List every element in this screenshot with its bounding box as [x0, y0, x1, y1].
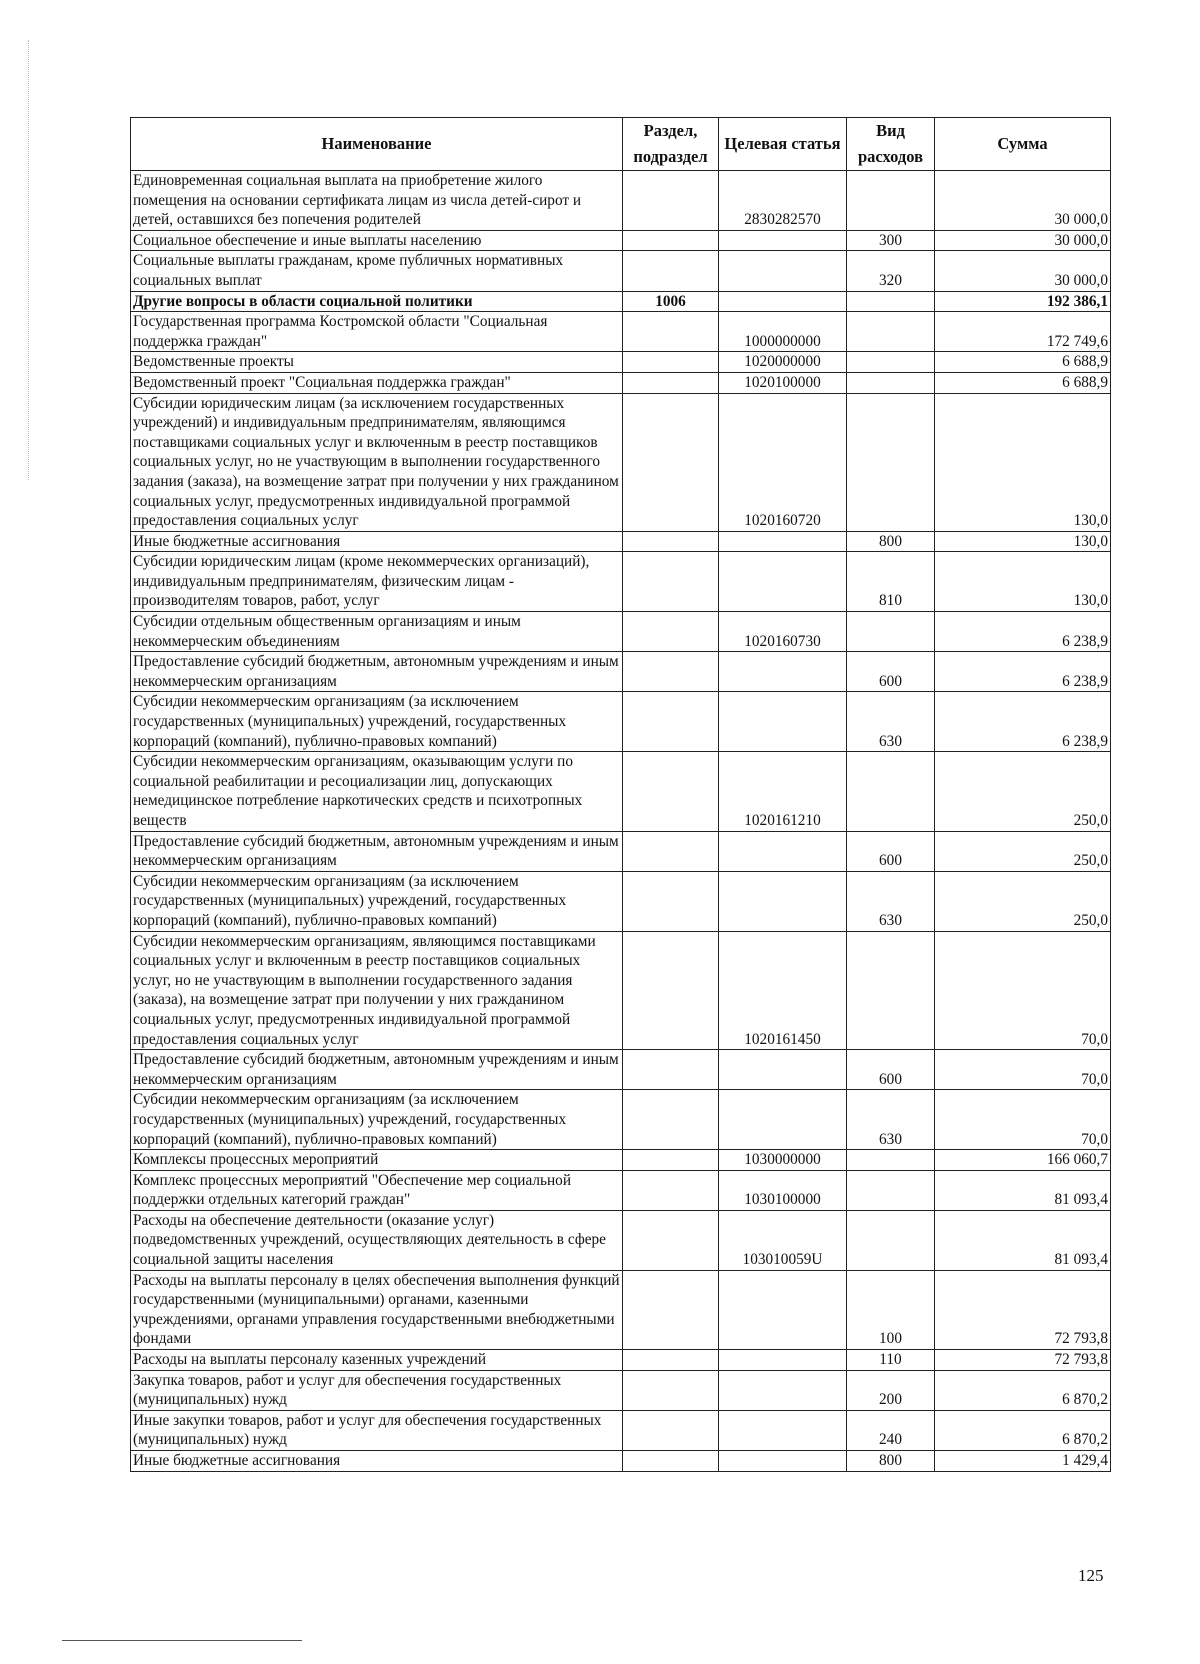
table-header-row: [131, 118, 1111, 171]
row-kind: [847, 752, 935, 831]
row-name: Расходы на обеспечение деятельности (оказание услуг) подведомственных учреждений, осуществляющих деятельность в сфере социальной защиты населения: [131, 1210, 623, 1270]
row-name: Предоставление субсидий бюджетным, автономным учреждениям и иным некоммерческим организациям: [131, 1050, 623, 1090]
table-row: [131, 1410, 1111, 1450]
table-row: [131, 1210, 1111, 1270]
row-target: [719, 552, 847, 612]
row-section: [623, 931, 719, 1050]
row-kind: [847, 291, 935, 312]
row-section: [623, 531, 719, 552]
row-sum: 192 386,1: [935, 291, 1111, 312]
table-row: [131, 251, 1111, 291]
row-kind: 600: [847, 652, 935, 692]
row-kind: [847, 612, 935, 652]
row-kind: [847, 312, 935, 352]
row-sum: 6 238,9: [935, 652, 1111, 692]
row-target: 1020160720: [719, 393, 847, 531]
row-name: Субсидии некоммерческим организациям, оказывающим услуги по социальной реабилитации и ресоциализации лиц, допускающих немедицинское потребление наркотических средств и психотропных веществ: [131, 752, 623, 831]
row-kind: 110: [847, 1350, 935, 1371]
row-section: 1006: [623, 291, 719, 312]
row-name: Субсидии некоммерческим организациям (за исключением государственных (муниципальных) учреждений, государственных корпораций (компаний), публично-правовых компаний): [131, 1090, 623, 1150]
table-row: [131, 552, 1111, 612]
row-section: [623, 372, 719, 393]
row-name: Закупка товаров, работ и услуг для обеспечения государственных (муниципальных) нужд: [131, 1370, 623, 1410]
row-name: Иные бюджетные ассигнования: [131, 531, 623, 552]
row-name: Ведомственные проекты: [131, 352, 623, 373]
row-name: Комплексы процессных мероприятий: [131, 1150, 623, 1171]
row-kind: [847, 352, 935, 373]
row-target: [719, 1370, 847, 1410]
row-sum: 70,0: [935, 1050, 1111, 1090]
row-target: 1020161450: [719, 931, 847, 1050]
header-kind: Вид расходов: [847, 118, 935, 171]
row-target: [719, 652, 847, 692]
row-kind: [847, 1150, 935, 1171]
row-target: [719, 291, 847, 312]
table-row: [131, 752, 1111, 831]
row-target: [719, 531, 847, 552]
table-row: [131, 291, 1111, 312]
row-sum: 130,0: [935, 552, 1111, 612]
row-sum: 130,0: [935, 393, 1111, 531]
row-section: [623, 1050, 719, 1090]
row-section: [623, 612, 719, 652]
row-name: Государственная программа Костромской области "Социальная поддержка граждан": [131, 312, 623, 352]
row-target: [719, 1350, 847, 1371]
table-row: [131, 230, 1111, 251]
row-section: [623, 1451, 719, 1472]
row-target: [719, 230, 847, 251]
row-sum: 6 870,2: [935, 1370, 1111, 1410]
row-sum: 6 688,9: [935, 372, 1111, 393]
table-row: [131, 1150, 1111, 1171]
row-section: [623, 1270, 719, 1349]
row-target: 2830282570: [719, 171, 847, 231]
row-name: Расходы на выплаты персоналу в целях обеспечения выполнения функций государственными (муниципальными) органами, казенными учреждениями, органами управления государственными внебюджетными фондами: [131, 1270, 623, 1349]
row-target: 103010059U: [719, 1210, 847, 1270]
row-kind: [847, 1170, 935, 1210]
row-name: Субсидии некоммерческим организациям (за исключением государственных (муниципальных) учреждений, государственных корпораций (компаний), публично-правовых компаний): [131, 692, 623, 752]
row-kind: [847, 931, 935, 1050]
row-target: [719, 251, 847, 291]
table-row: [131, 692, 1111, 752]
header-sum: Сумма: [935, 118, 1111, 171]
row-kind: [847, 171, 935, 231]
row-section: [623, 831, 719, 871]
row-kind: [847, 393, 935, 531]
row-section: [623, 393, 719, 531]
row-name: Субсидии некоммерческим организациям (за исключением государственных (муниципальных) учреждений, государственных корпораций (компаний), публично-правовых компаний): [131, 871, 623, 931]
row-sum: 30 000,0: [935, 171, 1111, 231]
row-kind: 200: [847, 1370, 935, 1410]
table-row: [131, 531, 1111, 552]
row-name: Субсидии юридическим лицам (кроме некоммерческих организаций), индивидуальным предпринимателям, физическим лицам - производителям товаров, работ, услуг: [131, 552, 623, 612]
row-name: Субсидии некоммерческим организациям, являющимся поставщиками социальных услуг и включенным в реестр поставщиков социальных услуг, но не участвующим в выполнении государственного задания (заказа), на возмещение затрат при получении у них гражданином социальных услуг, предусмотренных индивидуальной программой предоставления социальных услуг: [131, 931, 623, 1050]
row-name: Субсидии отдельным общественным организациям и иным некоммерческим объединениям: [131, 612, 623, 652]
row-target: 1020160730: [719, 612, 847, 652]
row-sum: 172 749,6: [935, 312, 1111, 352]
footer-rule: [62, 1640, 302, 1641]
margin-line: [28, 40, 30, 480]
row-kind: 630: [847, 692, 935, 752]
row-kind: 630: [847, 1090, 935, 1150]
row-kind: 300: [847, 230, 935, 251]
row-kind: 600: [847, 1050, 935, 1090]
row-kind: [847, 372, 935, 393]
row-section: [623, 1370, 719, 1410]
row-kind: 320: [847, 251, 935, 291]
row-kind: [847, 1210, 935, 1270]
row-section: [623, 1210, 719, 1270]
row-section: [623, 1170, 719, 1210]
row-sum: 130,0: [935, 531, 1111, 552]
row-section: [623, 1090, 719, 1150]
table-row: [131, 1270, 1111, 1349]
table-row: [131, 1050, 1111, 1090]
row-sum: 72 793,8: [935, 1270, 1111, 1349]
table-row: [131, 871, 1111, 931]
row-section: [623, 752, 719, 831]
row-section: [623, 171, 719, 231]
header-name: Наименование: [131, 118, 623, 171]
row-name: Единовременная социальная выплата на приобретение жилого помещения на основании сертификата лицам из числа детей-сирот и детей, оставшихся без попечения родителей: [131, 171, 623, 231]
row-kind: 810: [847, 552, 935, 612]
row-target: 1000000000: [719, 312, 847, 352]
row-target: [719, 1410, 847, 1450]
table-row: [131, 1451, 1111, 1472]
row-target: [719, 1451, 847, 1472]
row-name: Иные закупки товаров, работ и услуг для обеспечения государственных (муниципальных) нужд: [131, 1410, 623, 1450]
row-name: Социальное обеспечение и иные выплаты населению: [131, 230, 623, 251]
row-sum: 6 688,9: [935, 352, 1111, 373]
row-sum: 81 093,4: [935, 1170, 1111, 1210]
row-name: Комплекс процессных мероприятий "Обеспечение мер социальной поддержки отдельных категорий граждан": [131, 1170, 623, 1210]
row-name: Другие вопросы в области социальной политики: [131, 291, 623, 312]
row-section: [623, 312, 719, 352]
table-row: [131, 171, 1111, 231]
row-section: [623, 692, 719, 752]
row-section: [623, 1410, 719, 1450]
row-sum: 166 060,7: [935, 1150, 1111, 1171]
row-sum: 6 238,9: [935, 612, 1111, 652]
row-kind: 100: [847, 1270, 935, 1349]
header-section: Раздел, подраздел: [623, 118, 719, 171]
row-target: [719, 831, 847, 871]
row-target: 1020161210: [719, 752, 847, 831]
row-section: [623, 230, 719, 251]
row-target: [719, 1270, 847, 1349]
row-target: 1020100000: [719, 372, 847, 393]
row-target: [719, 871, 847, 931]
row-target: 1030100000: [719, 1170, 847, 1210]
table-row: [131, 393, 1111, 531]
row-sum: 250,0: [935, 831, 1111, 871]
row-sum: 1 429,4: [935, 1451, 1111, 1472]
table-row: [131, 612, 1111, 652]
row-sum: 30 000,0: [935, 230, 1111, 251]
table-row: [131, 1350, 1111, 1371]
table-row: [131, 372, 1111, 393]
row-name: Ведомственный проект "Социальная поддержка граждан": [131, 372, 623, 393]
row-sum: 81 093,4: [935, 1210, 1111, 1270]
table-row: [131, 831, 1111, 871]
row-target: [719, 1050, 847, 1090]
row-kind: 240: [847, 1410, 935, 1450]
row-target: [719, 692, 847, 752]
row-name: Субсидии юридическим лицам (за исключением государственных учреждений) и индивидуальным предпринимателям, являющимся поставщиками социальных услуг и включенным в реестр поставщиков социальных услуг, но не участвующим в выполнении государственного задания (заказа), на возмещение затрат при получении у них гражданином социальных услуг, предусмотренных индивидуальной программой предоставления социальных услуг: [131, 393, 623, 531]
row-sum: 6 870,2: [935, 1410, 1111, 1450]
table-row: [131, 1170, 1111, 1210]
row-section: [623, 352, 719, 373]
header-target: Целевая статья: [719, 118, 847, 171]
table-row: [131, 931, 1111, 1050]
row-section: [623, 652, 719, 692]
row-kind: 630: [847, 871, 935, 931]
table-row: [131, 352, 1111, 373]
row-target: [719, 1090, 847, 1150]
row-name: Предоставление субсидий бюджетным, автономным учреждениям и иным некоммерческим организациям: [131, 652, 623, 692]
budget-table: [130, 117, 1111, 1472]
row-sum: 6 238,9: [935, 692, 1111, 752]
row-sum: 70,0: [935, 931, 1111, 1050]
row-sum: 70,0: [935, 1090, 1111, 1150]
row-section: [623, 251, 719, 291]
row-section: [623, 552, 719, 612]
table-row: [131, 312, 1111, 352]
row-kind: 600: [847, 831, 935, 871]
table-row: [131, 1370, 1111, 1410]
row-kind: 800: [847, 531, 935, 552]
row-name: Иные бюджетные ассигнования: [131, 1451, 623, 1472]
table-row: [131, 652, 1111, 692]
row-sum: 72 793,8: [935, 1350, 1111, 1371]
row-name: Предоставление субсидий бюджетным, автономным учреждениям и иным некоммерческим организациям: [131, 831, 623, 871]
row-sum: 30 000,0: [935, 251, 1111, 291]
page-number: 125: [1078, 1566, 1104, 1585]
row-target: 1020000000: [719, 352, 847, 373]
row-kind: 800: [847, 1451, 935, 1472]
row-section: [623, 1350, 719, 1371]
row-name: Расходы на выплаты персоналу казенных учреждений: [131, 1350, 623, 1371]
row-sum: 250,0: [935, 752, 1111, 831]
row-sum: 250,0: [935, 871, 1111, 931]
row-section: [623, 1150, 719, 1171]
row-target: 1030000000: [719, 1150, 847, 1171]
table-row: [131, 1090, 1111, 1150]
row-section: [623, 871, 719, 931]
row-name: Социальные выплаты гражданам, кроме публичных нормативных социальных выплат: [131, 251, 623, 291]
